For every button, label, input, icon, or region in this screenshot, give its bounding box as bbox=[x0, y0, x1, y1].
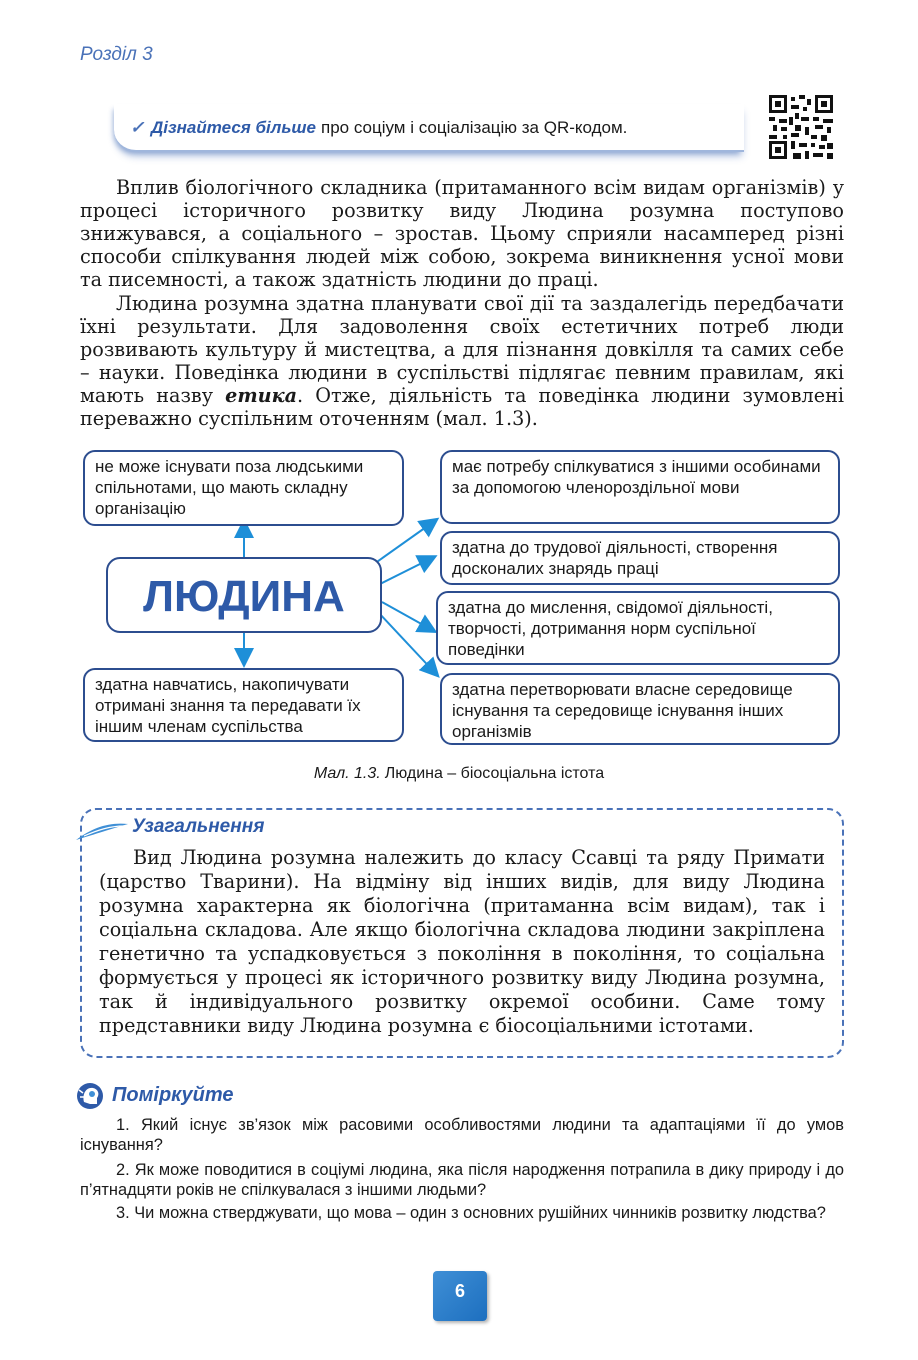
paragraph-2-text-b: . Отже, діяльність та поведінка людини зумовлені переважно суспільним оточенням (мал. 1.3). bbox=[80, 384, 844, 430]
diagram-box-right-3: здатна до мислення, свідомої діяльності, творчості, дотримання норм суспільної поведінки bbox=[436, 591, 840, 665]
diagram-box-right-4: здатна перетворювати власне середовище існування та середовище існування інших організмів bbox=[440, 673, 840, 745]
qr-banner-text: про соціум і соціалізацію за QR-кодом. bbox=[321, 118, 628, 137]
section-label: Розділ 3 bbox=[80, 44, 153, 65]
figure-caption-label: Мал. 1.3. bbox=[313, 765, 381, 782]
arrow-right-3 bbox=[382, 602, 434, 631]
question-3: 3. Чи можна стверджувати, що мова – один з основних рушійних чинників розвитку людства? bbox=[116, 1204, 826, 1222]
qr-banner-emphasis: Дізнайтеся більше bbox=[150, 118, 316, 137]
qr-banner bbox=[114, 104, 744, 152]
diagram-box-right-1: має потребу спілкуватися з іншими особинами за допомогою членороздільної мови bbox=[440, 450, 840, 524]
arrow-right-4 bbox=[378, 612, 437, 675]
arrow-right-1 bbox=[374, 520, 436, 564]
diagram-box-bottom-left: здатна навчатись, накопичувати отримані знання та передавати їх іншим членам суспільства bbox=[83, 668, 404, 742]
figure-caption-text: Людина – біосоціальна істота bbox=[384, 765, 605, 782]
think-title: Поміркуйте bbox=[112, 1084, 234, 1106]
paragraph-2-text-a: Людина розумна здатна планувати свої дії та заздалегідь передбачати їхні результати. Для задоволення своїх естетичних потреб люди розвивають культуру й мистецтва, а для пізнання довкілля та самих себе – науки. Поведінка людини в суспільстві підлягає певним правилам, які мають назву bbox=[80, 292, 844, 407]
question-1: 1. Який існує зв’язок між расовими особливостями людини та адаптаціями її до умов існування? bbox=[80, 1116, 844, 1154]
term-ethics: етика bbox=[225, 384, 298, 407]
thinking-head-icon bbox=[76, 1082, 104, 1110]
page-number: 6 bbox=[433, 1271, 487, 1321]
diagram-box-right-2: здатна до трудової діяльності, створення досконалих знарядь праці bbox=[440, 531, 840, 585]
question-2: 2. Як може поводитися в соціумі людина, яка після народження потрапила в дику природу і до п’ятнадцяти років не спілкувалася з іншими людьми? bbox=[80, 1161, 844, 1199]
figure-caption bbox=[0, 765, 918, 783]
summary-text: Вид Людина розумна належить до класу Ссавці та ряду Примати (царство Тварини). На відміну від інших видів, для виду Людина розумна характерна як біологічна (притаманна всім видам), так і соціальна складова. Але якщо біологічна складова людини закріплена генетично та успадковується з покоління в покоління, то соціальна формується у процесі як історичного розвитку виду Людина розумна, так й індивідуального розвитку окремої особини. Саме тому представники виду Людина розумна є біосоціальними істотами. bbox=[99, 846, 825, 1037]
arrow-right-2 bbox=[380, 557, 434, 584]
summary-title: Узагальнення bbox=[132, 816, 265, 837]
paragraph-1: Вплив біологічного складника (притаманного всім видам організмів) у процесі історичного розвитку виду Людина розумна поступово знижувався, а соціального – зростав. Цьому сприяли насамперед різні способи спілкування людей між собою, зокрема виникнення усної мови та писемності, а також здатність людини до праці. bbox=[80, 176, 844, 291]
diagram-center-human: ЛЮДИНА bbox=[106, 557, 382, 633]
diagram-box-top-left: не може існувати поза людськими спільнотами, що мають складну організацію bbox=[83, 450, 404, 526]
qr-code-icon[interactable] bbox=[769, 95, 833, 159]
check-icon: ✓ bbox=[130, 118, 145, 137]
quill-icon bbox=[74, 820, 130, 842]
paragraph-2 bbox=[80, 292, 844, 430]
